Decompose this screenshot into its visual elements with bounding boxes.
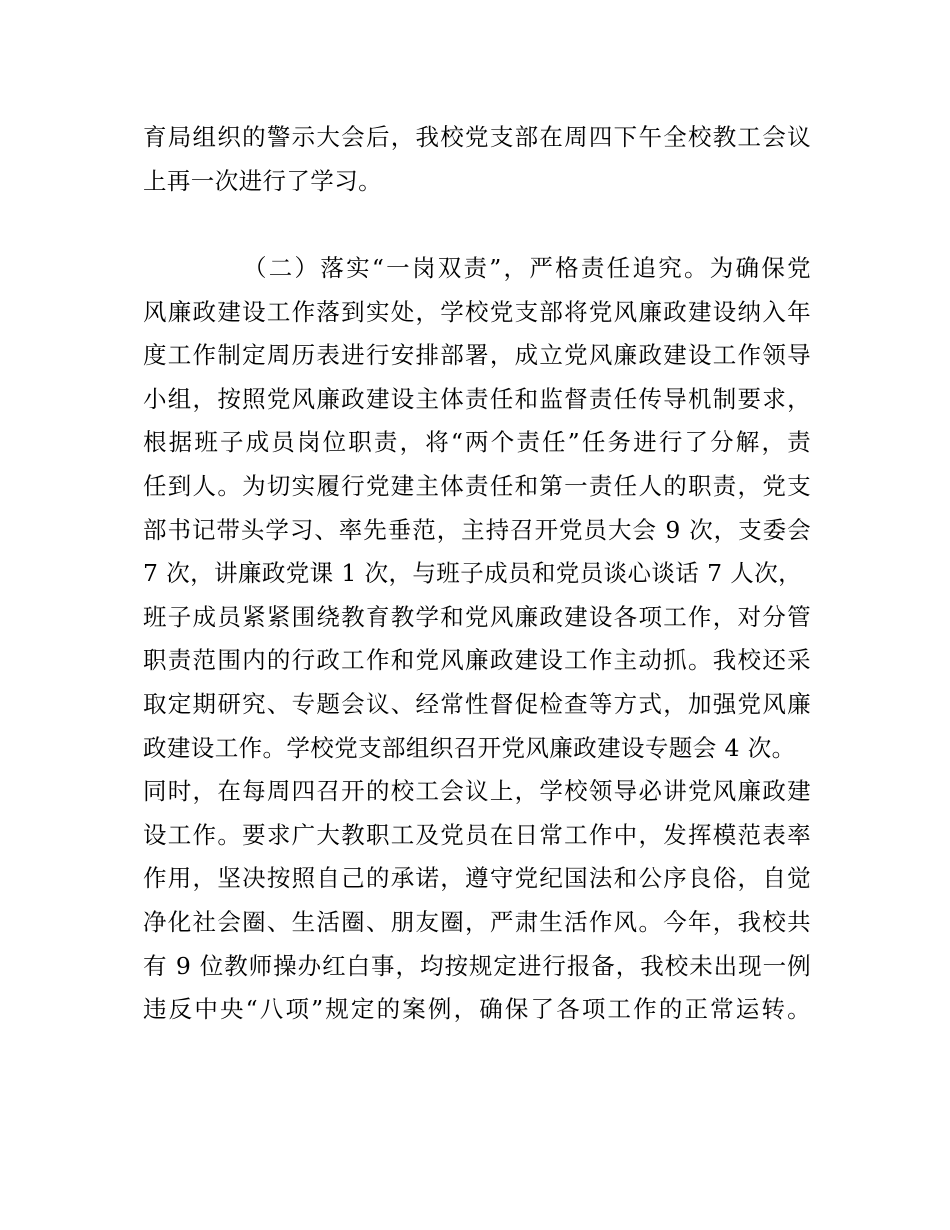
text-line: 上再一次进行了学习。	[143, 166, 382, 195]
text-line: 度工作制定周历表进行安排部署，成立党风廉政建设工作领导	[143, 341, 811, 370]
text-line: 班子成员紧紧围绕教育教学和党风廉政建设各项工作，对分管	[143, 602, 811, 631]
text-line: 小组，按照党风廉政建设主体责任和监督责任传导机制要求，	[143, 384, 811, 413]
text-line: 违反中央“八项”规定的案例，确保了各项工作的正常运转。	[143, 995, 811, 1024]
text-line: 风廉政建设工作落到实处，学校党支部将党风廉政建设纳入年	[143, 297, 811, 326]
text-line: 职责范围内的行政工作和党风廉政建设工作主动抓。我校还采	[143, 646, 811, 675]
text-line: 取定期研究、专题会议、经常性督促检查等方式，加强党风廉	[143, 689, 811, 718]
paragraph-continued	[143, 116, 811, 203]
text-line: 设工作。要求广大教职工及党员在日常工作中，发挥模范表率	[143, 820, 811, 849]
text-line: 任到人。为切实履行党建主体责任和第一责任人的职责，党支	[143, 471, 811, 500]
text-line: 育局组织的警示大会后，我校党支部在周四下午全校教工会议	[143, 123, 811, 151]
text-line: 政建设工作。学校党支部组织召开党风廉政建设专题会 4 次。	[143, 733, 796, 762]
text-line: 7 次，讲廉政党课 1 次，与班子成员和党员谈心谈话 7 人次，	[143, 559, 803, 588]
text-line: 有 9 位教师操办红白事，均按规定进行报备，我校未出现一例	[143, 951, 811, 980]
paragraph-responsibility	[143, 247, 811, 1032]
text-line: 净化社会圈、生活圈、朋友圈，严肃生活作风。今年，我校共	[143, 907, 811, 936]
paragraph-heading-line: （二）落实“一岗双责”，严格责任追究。为确保党	[243, 254, 811, 282]
text-line: 根据班子成员岗位职责，将“两个责任”任务进行了分解，责	[143, 428, 811, 457]
text-line: 作用，坚决按照自己的承诺，遵守党纪国法和公序良俗，自觉	[143, 864, 811, 893]
text-line: 同时，在每周四召开的校工会议上，学校领导必讲党风廉政建	[143, 777, 811, 806]
text-line: 部书记带头学习、率先垂范，主持召开党员大会 9 次，支委会	[143, 515, 811, 544]
